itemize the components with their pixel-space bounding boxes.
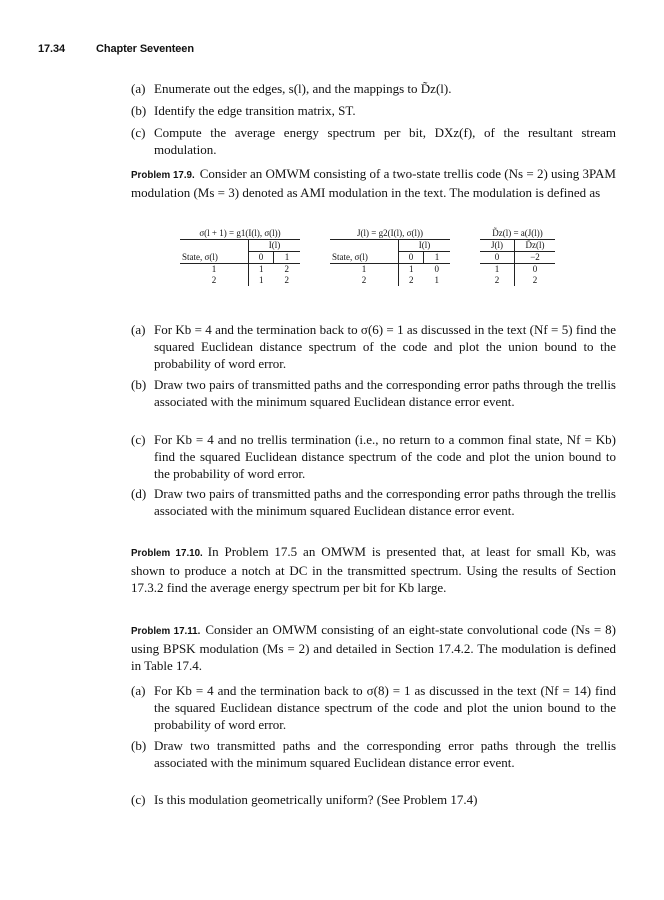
table-caption: σ(l + 1) = g1(I(l), σ(l)): [180, 228, 300, 240]
part-label: (c): [131, 792, 146, 807]
part-text: Identify the edge transition matrix, ST.: [154, 103, 356, 118]
problem-text: Consider an OMWM consisting of an eight-state convolutional code (Ns = 8) using BPSK modulation (Ms = 2) and detailed in Section 17.4.2. The modulation is defined in Table 17.4.: [131, 622, 616, 673]
problem-17-9-part-c: [131, 431, 616, 483]
part-label: (b): [131, 377, 147, 392]
chapter-title: Chapter Seventeen: [96, 43, 194, 55]
part-text: Draw two pairs of transmitted paths and the corresponding error paths through the trellis associated with the minimum squared Euclidean distance error event.: [154, 377, 616, 410]
part-label: (c): [131, 432, 146, 447]
part-a: [131, 80, 616, 97]
problem-17-9-part-b: [131, 376, 616, 410]
col-header-d: D̃z(l): [515, 240, 556, 252]
row-header: State, σ(l): [180, 252, 249, 264]
part-text: For Kb = 4 and the termination back to σ(6) = 1 as discussed in the text (Nf = 5) find the squared Euclidean distance spectrum of the code and plot the union bound to the probability of word error.: [154, 322, 616, 372]
state-cell: 2: [361, 275, 367, 285]
part-c: [131, 124, 616, 158]
problem-title: Problem 17.9.: [131, 170, 195, 181]
problem-17-9-part-a: [131, 321, 616, 373]
col-0: 0: [249, 252, 274, 264]
part-label: (b): [131, 103, 147, 118]
table-cell: 2: [399, 275, 424, 286]
table-cell: 1: [249, 275, 274, 286]
table-cell: 2: [284, 264, 289, 274]
mapping-table: [480, 228, 555, 286]
problem-17-11-part-c: [131, 791, 616, 808]
table-cell: 1: [494, 264, 500, 274]
part-label: (a): [131, 81, 146, 96]
table-cell: 1: [434, 275, 439, 285]
output-table: [330, 228, 450, 286]
problem-17-10: [131, 544, 616, 596]
problem-17-9: [131, 166, 616, 202]
part-label: (c): [131, 125, 146, 140]
table-cell: 0: [480, 252, 515, 264]
state-cell: 2: [211, 275, 217, 285]
part-text: Is this modulation geometrically uniform? (See Problem 17.4): [154, 792, 478, 807]
next-state-table: [180, 228, 300, 286]
part-text: For Kb = 4 and the termination back to σ(8) = 1 as discussed in the text (Nf = 14) find the squared Euclidean distance spectrum of the code and plot the union bound to the probability of word error.: [154, 683, 616, 733]
part-text: Enumerate out the edges, s(l), and the mappings to D̃z(l).: [154, 81, 452, 96]
part-label: (b): [131, 738, 147, 753]
table-cell: 1: [249, 264, 274, 276]
part-text: Draw two pairs of transmitted paths and the corresponding error paths through the trellis associated with the minimum squared Euclidean distance error event.: [154, 486, 616, 519]
part-label: (d): [131, 486, 147, 501]
col-0: 0: [399, 252, 424, 264]
state-cell: 1: [361, 264, 367, 274]
col-1: 1: [274, 252, 301, 264]
page-number: 17.34: [38, 43, 66, 55]
problem-17-9-part-d: [131, 485, 616, 519]
problem-17-11-part-b: [131, 737, 616, 771]
state-cell: 1: [211, 264, 217, 274]
part-text: Compute the average energy spectrum per bit, DXz(f), of the resultant stream modulation.: [154, 125, 616, 158]
part-text: For Kb = 4 and no trellis termination (i.e., no return to a common final state, Nf = Kb) find the squared Euclidean distance spectrum of the code and plot the union bound to the probability of word error.: [154, 432, 616, 482]
row-header: State, σ(l): [330, 252, 399, 264]
table-cell: 0: [434, 264, 439, 274]
col-1: 1: [424, 252, 451, 264]
problem-text: In Problem 17.5 an OMWM is presented that, at least for small Kb, was shown to produce a notch at DC in the transmitted spectrum. Using the results of Section 17.3.2 find the average energy spectrum per bit for Kb large.: [131, 544, 616, 595]
table-cell: 1: [399, 264, 424, 276]
part-label: (a): [131, 322, 146, 337]
problem-17-11: [131, 622, 616, 674]
table-cell: −2: [515, 252, 556, 264]
table-cell: 2: [515, 275, 556, 286]
problem-title: Problem 17.10.: [131, 548, 203, 559]
col-header: I(l): [399, 240, 451, 252]
problem-text: Consider an OMWM consisting of a two-state trellis code (Ns = 2) using 3PAM modulation (Ms = 3) denoted as AMI modulation in the text. The modulation is defined as: [131, 166, 616, 200]
col-header-j: J(l): [480, 240, 515, 252]
table-cell: 0: [515, 264, 556, 276]
problem-17-11-part-a: [131, 682, 616, 734]
col-header: I(l): [249, 240, 301, 252]
table-caption: D̃z(l) = a(J(l)): [480, 228, 555, 240]
table-caption: J(l) = g2(I(l), σ(l)): [330, 228, 450, 240]
part-b: [131, 102, 616, 119]
table-cell: 2: [284, 275, 289, 285]
part-label: (a): [131, 683, 146, 698]
table-cell: 2: [494, 275, 500, 285]
part-text: Draw two transmitted paths and the corresponding error paths through the trellis associated with the minimum squared Euclidean distance error event.: [154, 738, 616, 771]
problem-title: Problem 17.11.: [131, 626, 201, 637]
page-header: [38, 43, 194, 55]
